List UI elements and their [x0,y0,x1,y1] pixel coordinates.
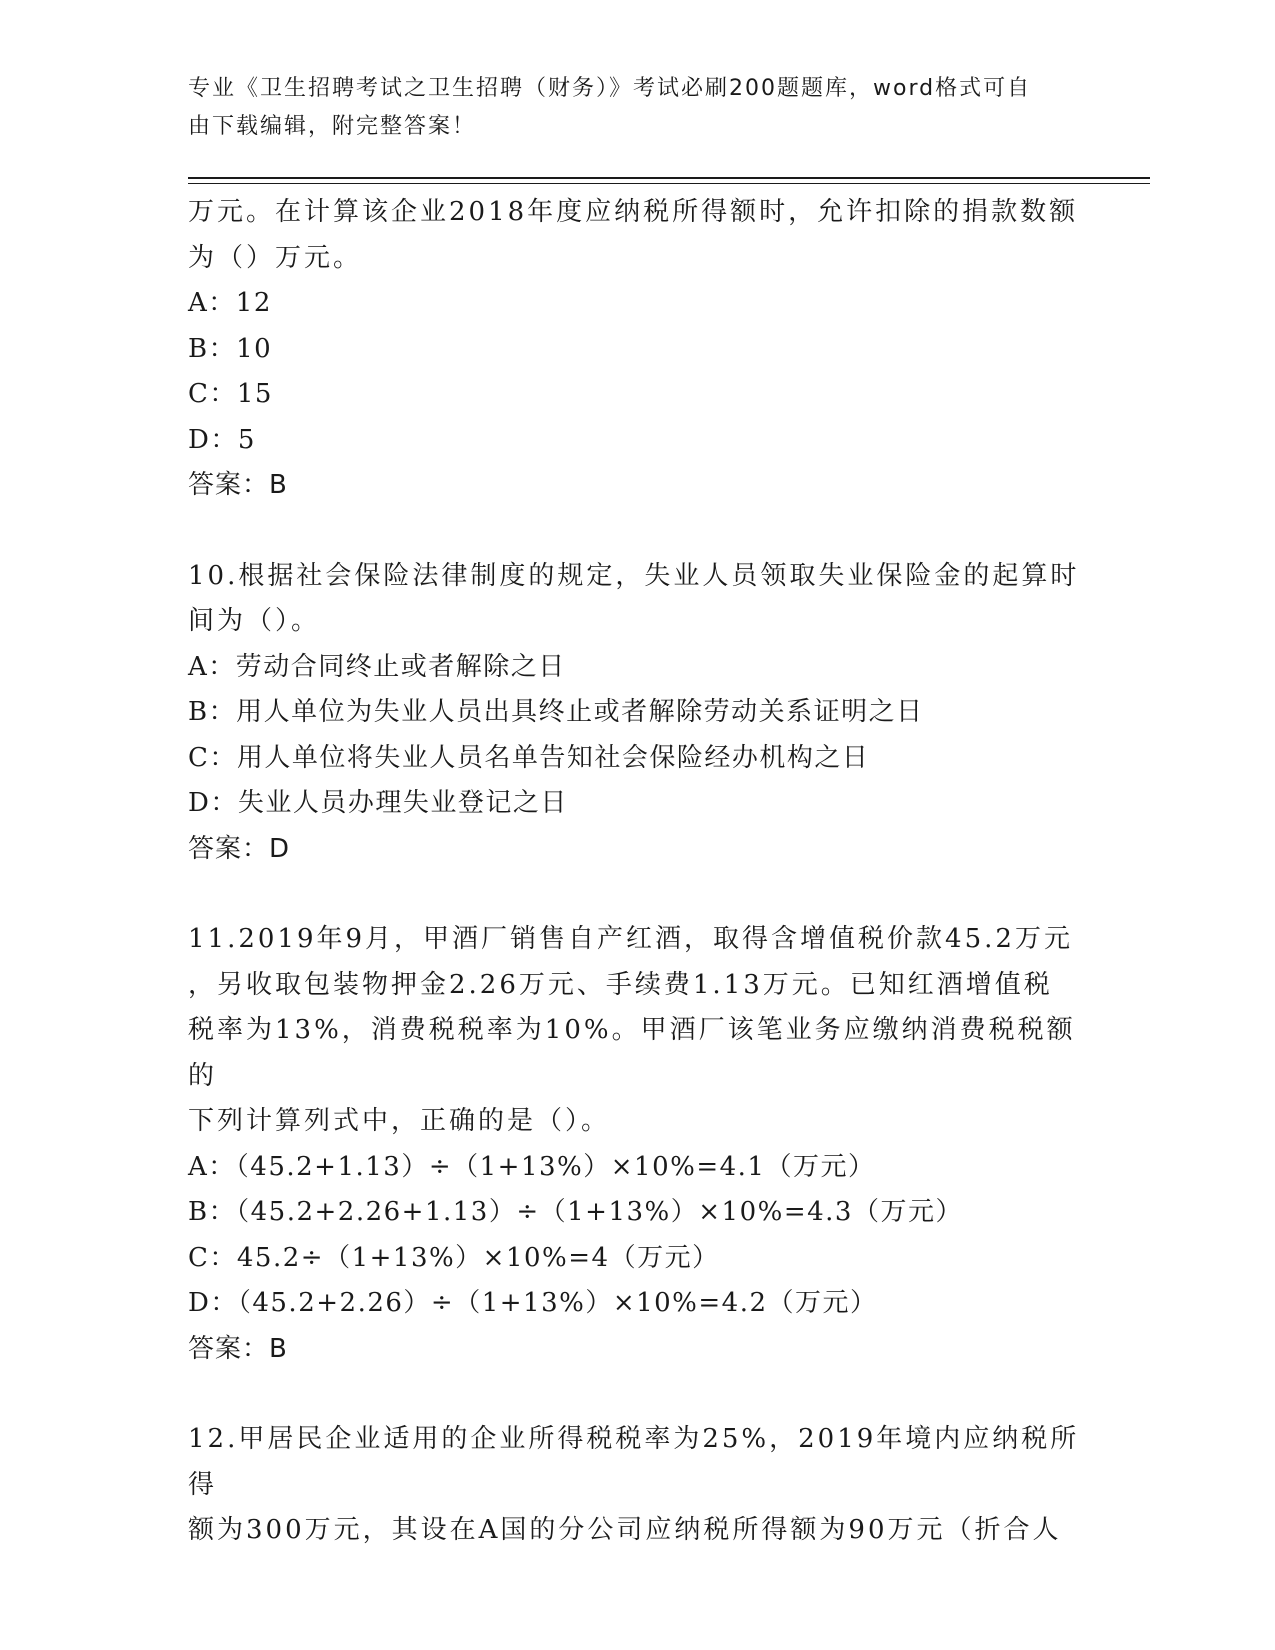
option-b: B：用人单位为失业人员出具终止或者解除劳动关系证明之日 [188,697,924,727]
question-spacer [188,872,1088,917]
question-list [188,190,1088,1554]
question-block-9 [188,190,1088,509]
question-stem-line: 额为300万元，其设在A国的分公司应纳税所得额为90万元（折合人 [188,1515,1062,1545]
page-header [188,70,1078,146]
option-c: C：45.2÷（1+13%）×10%=4（万元） [188,1242,720,1273]
question-stem-line: 11.2019年9月，甲酒厂销售自产红酒，取得含增值税价款45.2万元 [188,924,1073,954]
question-block-12 [188,1417,1088,1554]
answer-line: 答案：D [188,833,291,864]
option-d: D：失业人员办理失业登记之日 [188,788,568,818]
option-b: B：10 [188,333,273,364]
header-line-1: 专业《卫生招聘考试之卫生招聘（财务）》考试必刷200题题库，word格式可自 [188,76,1032,101]
option-b: B：（45.2+2.26+1.13）÷（1+13%）×10%=4.3（万元） [188,1197,963,1227]
answer-line: 答案：B [188,1333,288,1364]
header-line-2: 由下载编辑，附完整答案！ [188,114,477,139]
option-a: A：（45.2+1.13）÷（1+13%）×10%=4.1（万元） [188,1151,876,1182]
question-stem-line: ，另收取包装物押金2.26万元、手续费1.13万元。已知红酒增值税 [188,969,1053,1000]
question-block-11 [188,917,1088,1372]
question-stem-line: 下列计算列式中，正确的是（）。 [188,1106,611,1136]
question-spacer [188,509,1088,554]
option-d: D：5 [188,424,256,455]
question-stem-line: 万元。在计算该企业2018年度应纳税所得额时，允许扣除的捐款数额 [188,197,1079,227]
header-divider-thick [188,177,1150,179]
answer-line: 答案：B [188,470,288,500]
option-c: C：15 [188,379,273,409]
header-divider-thin [188,183,1150,184]
option-a: A：劳动合同终止或者解除之日 [188,651,566,682]
question-spacer [188,1372,1088,1417]
question-stem-line: 税率为13%，消费税税率为10%。甲酒厂该笔业务应缴纳消费税税额的 [188,1015,1076,1091]
question-stem-line: 10.根据社会保险法律制度的规定，失业人员领取失业保险金的起算时 [188,560,1080,591]
option-a: A：12 [188,288,272,318]
question-block-10 [188,554,1088,873]
question-stem-line: 为（）万元。 [188,242,363,273]
question-stem-line: 12.甲居民企业适用的企业所得税税率为25%，2019年境内应纳税所得 [188,1424,1080,1500]
option-d: D：（45.2+2.26）÷（1+13%）×10%=4.2（万元） [188,1288,878,1318]
question-stem-line: 间为（）。 [188,606,321,636]
option-c: C：用人单位将失业人员名单告知社会保险经办机构之日 [188,742,870,773]
